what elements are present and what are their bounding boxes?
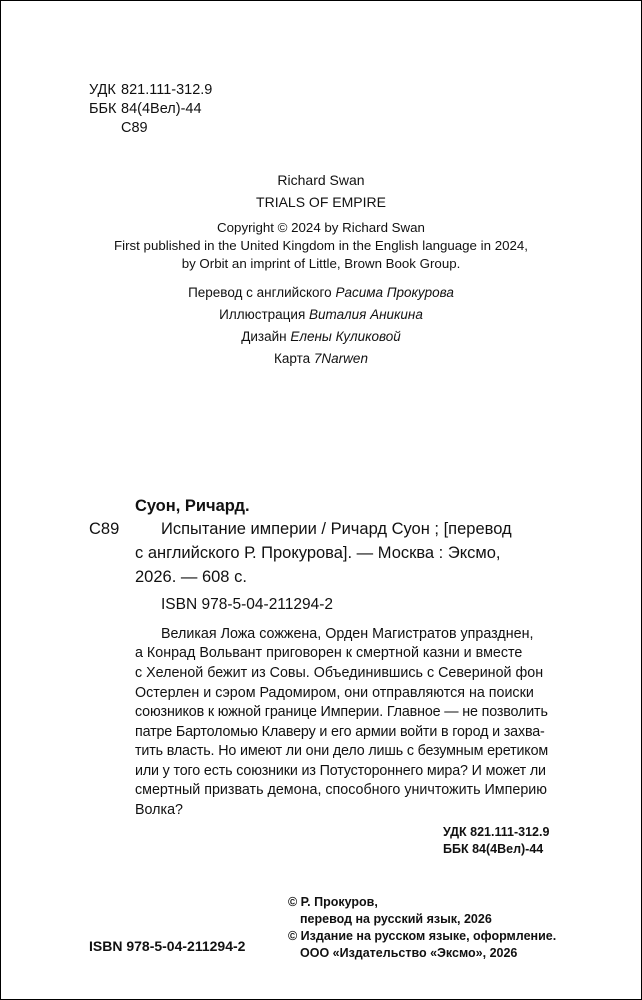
credit-label: Иллюстрация xyxy=(219,307,306,322)
annotation-line: Волка? xyxy=(135,802,183,818)
author-mark-top: С89 xyxy=(121,120,148,136)
original-title: TRIALS OF EMPIRE xyxy=(256,194,386,210)
bbk-label: ББК xyxy=(89,101,117,117)
copyright-edition: © Издание на русском языке, оформление. xyxy=(288,929,557,943)
catalog-heading: Суон, Ричард. xyxy=(135,497,250,515)
copyright-line: Copyright © 2024 by Richard Swan xyxy=(217,220,425,235)
copyright-publisher: ООО «Издательство «Эксмо», 2026 xyxy=(300,946,518,960)
catalog-line: 2026. — 608 с. xyxy=(135,568,247,586)
annotation-line: союзников к южной границе Империи. Главное — не позволить xyxy=(135,704,548,720)
annotation-line: Великая Ложа сожжена, Орден Магистратов упразднен, xyxy=(161,626,534,642)
catalog-isbn: ISBN 978-5-04-211294-2 xyxy=(161,596,334,613)
udk-value: 821.111-312.9 xyxy=(121,82,213,98)
copyright-translator: © Р. Прокуров, xyxy=(288,895,378,909)
credit-translation xyxy=(1,282,641,304)
bbk-bottom: ББК 84(4Вел)-44 xyxy=(443,842,544,856)
udk-label: УДК xyxy=(89,82,116,98)
annotation-line: Остерлен и сэром Радомиром, они отправляются на поиски xyxy=(135,685,534,701)
credit-name: Расима Прокурова xyxy=(335,285,454,300)
annotation-line: или у того есть союзники из Потустороннего мира? И может ли xyxy=(135,763,546,779)
footer-isbn: ISBN 978-5-04-211294-2 xyxy=(89,938,246,954)
credit-design xyxy=(1,326,641,348)
annotation-line: а Конрад Вольвант приговорен к смертной казни и вместе xyxy=(135,645,523,661)
catalog-mark: С89 xyxy=(89,520,120,538)
credit-label: Перевод с английского xyxy=(188,285,332,300)
credit-map xyxy=(1,348,641,370)
bbk-value: 84(4Вел)-44 xyxy=(121,101,202,117)
credit-illustration xyxy=(1,304,641,326)
original-author: Richard Swan xyxy=(277,172,365,188)
credit-label: Карта xyxy=(274,351,311,366)
udk-bottom: УДК 821.111-312.9 xyxy=(443,825,550,839)
annotation-line: патре Бартоломью Клаверу и его армии войти в город и захва- xyxy=(135,724,545,740)
copyright-translator-detail: перевод на русский язык, 2026 xyxy=(300,912,492,926)
credit-name: Елены Куликовой xyxy=(290,329,401,344)
credit-name: Виталия Аникина xyxy=(309,307,423,322)
credit-name: 7Narwen xyxy=(313,351,368,366)
annotation-line: с Хеленой бежит из Совы. Объединившись с Севериной фон xyxy=(135,665,544,681)
catalog-line: с английского Р. Прокурова]. — Москва : Эксмо, xyxy=(135,544,501,562)
credit-label: Дизайн xyxy=(241,329,287,344)
catalog-line: Испытание империи / Ричард Суон ; [перевод xyxy=(161,520,512,538)
annotation-line: тить власть. Но имеют ли они дело лишь с безумным еретиком xyxy=(135,743,549,759)
copyright-line: First published in the United Kingdom in the English language in 2024, xyxy=(114,238,528,253)
annotation-line: смертный призвать демона, способного уничтожить Империю xyxy=(135,782,547,798)
copyright-line: by Orbit an imprint of Little, Brown Book Group. xyxy=(181,256,461,271)
